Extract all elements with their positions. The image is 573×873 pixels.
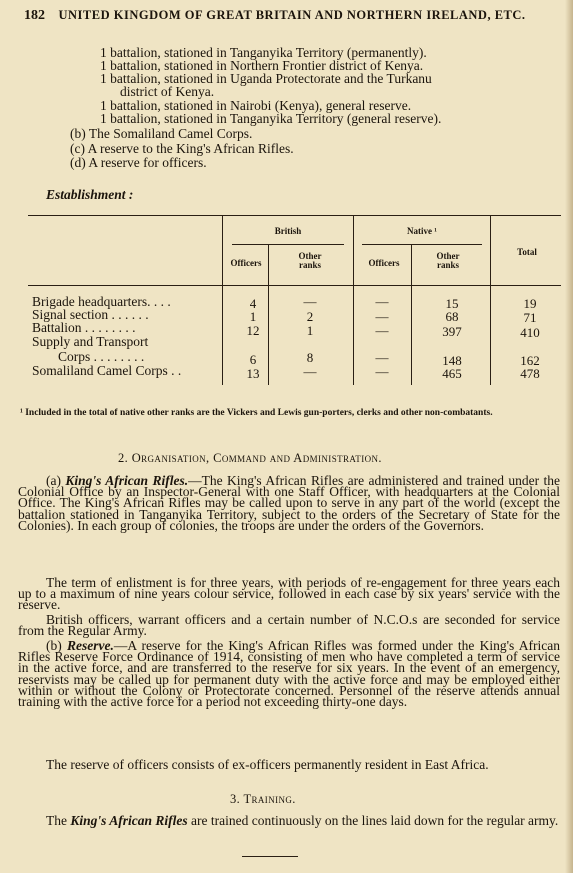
header-british: British [274, 226, 302, 236]
cell-british-other-ranks: 8 [306, 350, 314, 365]
header-native: Native ¹ [407, 226, 437, 236]
battalion-line: 1 battalion, stationed in Northern Frontier district of Kenya. [100, 58, 424, 73]
end-rule [242, 856, 298, 857]
battalion-line: 1 battalion, stationed in Uganda Protectorate and the Turkanu [100, 71, 432, 86]
section-2-title: 2. Organisation, Command and Administration. [118, 451, 382, 465]
cell-native-officers: — [375, 309, 389, 324]
row-label: Corps . . . . . . . . [58, 349, 145, 364]
sub-item: (b) The Somaliland Camel Corps. [70, 126, 253, 141]
row-label: Supply and Transport [32, 334, 149, 349]
kar-label: King's African Rifles. [65, 473, 189, 488]
reserve-label: Reserve. [66, 638, 114, 653]
cell-native-officers: — [375, 294, 389, 309]
page-number: 182 [24, 8, 45, 23]
cell-british-officers: 12 [246, 323, 260, 338]
header-total: Total [517, 247, 537, 257]
cell-native-officers: — [375, 364, 389, 379]
sub-item: (c) A reserve to the King's African Rifles. [70, 141, 294, 156]
table-col-rule [222, 215, 223, 385]
british-group-rule [232, 244, 344, 245]
cell-native-officers: — [375, 350, 389, 365]
cell-british-officers: 6 [249, 352, 257, 367]
paragraph-text: —The King's African Rifles are administered and trained under the Colonial Office by an Inspector-General with one Staff Officer, with headquarters at the Colonial Office. The King's African Rifles may be called upon to serve in any part of the world (except the battalion stationed in Tanganyika Territory, subject to the orders of the Secretary of State for the Colonies). In each group of colonies, the troops are under the orders of the Governors. [18, 473, 561, 533]
header-native-officers: Officers [368, 258, 400, 268]
native-group-rule [362, 244, 482, 245]
cell-native-other-ranks: 397 [442, 324, 462, 339]
cell-british-officers: 13 [246, 366, 260, 381]
cell-british-other-ranks: — [303, 364, 317, 379]
table-footnote: ¹ Included in the total of native other ranks are the Vickers and Lewis gun-porters, clerks and other non-combatants. [20, 408, 493, 418]
sub-item: (d) A reserve for officers. [70, 155, 207, 170]
battalion-line: 1 battalion, stationed in Nairobi (Kenya), general reserve. [100, 98, 412, 113]
establishment-label: Establishment : [46, 187, 134, 202]
row-label: Signal section . . . . . . [32, 307, 149, 322]
cell-total: 478 [520, 366, 540, 381]
row-label: Somaliland Camel Corps . . [32, 363, 182, 378]
cell-native-other-ranks: 465 [442, 366, 462, 381]
cell-native-other-ranks: 68 [445, 309, 459, 324]
kar-label: King's African Rifles [70, 813, 188, 828]
page-header [24, 8, 526, 24]
paragraph-prefix: The [46, 813, 71, 828]
header-british-other-ranks: Other ranks [298, 251, 322, 270]
section-2-paragraph-b [18, 638, 560, 710]
section-3-paragraph [18, 815, 560, 826]
row-label: Brigade headquarters. . . . [32, 294, 171, 309]
cell-native-other-ranks: 148 [442, 353, 462, 368]
cell-native-other-ranks: 15 [445, 296, 459, 311]
battalion-line: district of Kenya. [120, 84, 215, 99]
cell-british-other-ranks: — [303, 294, 317, 309]
cell-native-officers: — [375, 323, 389, 338]
battalion-line: 1 battalion, stationed in Tanganyika Territory (permanently). [100, 45, 427, 60]
page-edge-shadow [565, 0, 573, 873]
header-british-officers: Officers [230, 258, 262, 268]
paragraph-prefix: (a) [46, 473, 66, 488]
cell-total: 162 [520, 353, 540, 368]
section-2-paragraph-a [18, 475, 560, 531]
table-header-rule [28, 285, 561, 286]
cell-total: 19 [523, 296, 537, 311]
cell-british-other-ranks: 1 [306, 323, 314, 338]
section-3-title: 3. Training. [230, 792, 296, 806]
row-label: Battalion . . . . . . . . [32, 320, 136, 335]
paragraph-prefix: (b) [46, 638, 67, 653]
cell-british-officers: 1 [249, 309, 257, 324]
cell-british-other-ranks: 2 [306, 309, 314, 324]
section-2-reserve-officers-paragraph: The reserve of officers consists of ex-officers permanently resident in East Africa. [46, 757, 489, 772]
section-2-enlistment-paragraph: The term of enlistment is for three years, with periods of re-engagement for three years each up to a maximum of nine years colour service, followed in each case by six years' service with the reserve. [18, 575, 560, 613]
header-native-other-ranks: Other ranks [436, 251, 460, 270]
table-top-rule [28, 215, 561, 216]
battalion-line: 1 battalion, stationed in Tanganyika Territory (general reserve). [100, 111, 442, 126]
cell-total: 410 [520, 325, 540, 340]
cell-total: 71 [523, 310, 537, 325]
paragraph-text: are trained continuously on the lines laid down for the regular army. [187, 813, 559, 828]
paragraph-text: —A reserve for the King's African Rifles was formed under the King's African Rifles Reserve Force Ordinance of 1914, consisting of men who have completed a term of service in the active force, and are transferred to the reserve for six years. In the event of an emergency, reservists may be called up for permanent duty with the active force and may be employed either within or without the Colony or Protectorate concerned. Personnel of the reserve attends annual training with the active force for a period not exceeding thirty-one days. [18, 638, 560, 710]
table-col-rule [411, 245, 412, 385]
cell-british-officers: 4 [249, 296, 257, 311]
table-col-rule [353, 215, 354, 385]
section-2-officers-paragraph: British officers, warrant officers and a certain number of N.C.O.s are seconded for service from the Regular Army. [18, 612, 560, 639]
table-col-rule [490, 215, 491, 385]
running-title: UNITED KINGDOM OF GREAT BRITAIN AND NORTHERN IRELAND, ETC. [58, 8, 526, 22]
